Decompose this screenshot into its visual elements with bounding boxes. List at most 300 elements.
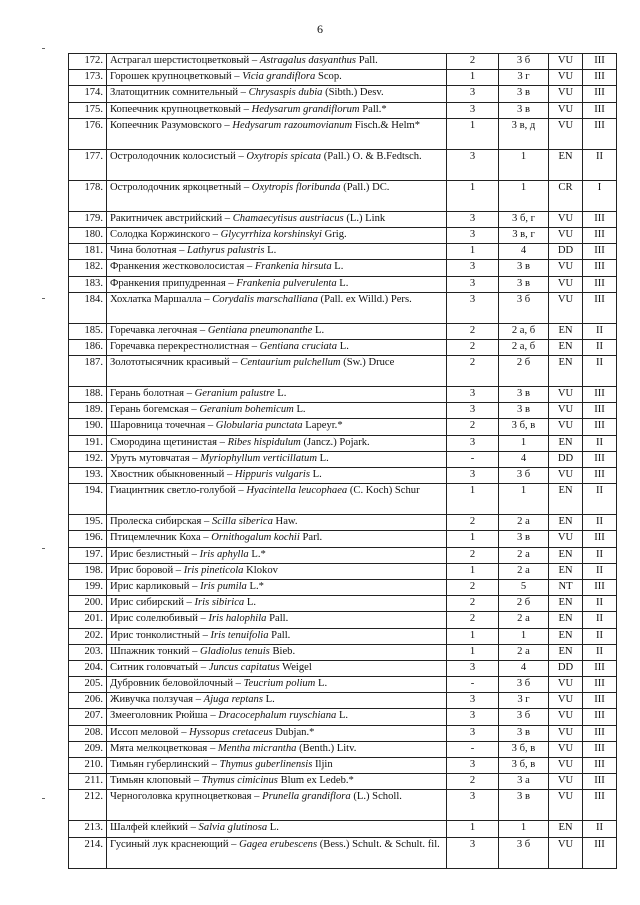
species-author: L. — [318, 678, 328, 690]
protection-category: III — [583, 451, 617, 467]
name-separator: – — [238, 87, 249, 99]
species-cell — [107, 741, 447, 757]
species-latin-name: Chrysaspis dubia — [248, 87, 323, 99]
species-author: (Pall.) O. & B.Fedtsch. — [323, 150, 422, 162]
table-row — [69, 821, 617, 837]
species-latin-name: Oxytropis floribunda — [251, 181, 341, 193]
row-number: 187. — [69, 356, 107, 387]
table-row — [69, 515, 617, 531]
category-code: 1 — [447, 531, 499, 547]
category-code: 1 — [447, 628, 499, 644]
iucn-category: VU — [549, 260, 583, 276]
species-russian-name: Ракитничек австрийский — [110, 212, 223, 224]
status-criteria: 2 а — [499, 612, 549, 628]
species-latin-name: Thymus cimicinus — [201, 775, 278, 787]
species-author: Scop. — [317, 71, 342, 83]
status-criteria: 3 в — [499, 102, 549, 118]
protection-category: II — [583, 644, 617, 660]
protection-category: III — [583, 260, 617, 276]
species-latin-name: Geranium bohemicum — [199, 404, 294, 416]
species-author: Pall. — [269, 613, 289, 625]
species-latin-name: Ribes hispidulum — [227, 436, 301, 448]
category-code: 2 — [447, 774, 499, 790]
category-code: 1 — [447, 484, 499, 515]
protection-category: III — [583, 741, 617, 757]
species-author: L. — [338, 710, 349, 722]
table-row — [69, 468, 617, 484]
category-code: 1 — [447, 644, 499, 660]
species-latin-name: Geranium palustre — [194, 388, 275, 400]
table-row — [69, 260, 617, 276]
status-criteria: 3 б, г — [499, 211, 549, 227]
species-russian-name: Уруть мутовчатая — [110, 452, 190, 464]
species-cell — [107, 435, 447, 451]
species-cell — [107, 579, 447, 595]
species-cell — [107, 531, 447, 547]
species-russian-name: Тимьян губерлинский — [110, 759, 210, 770]
iucn-category: VU — [549, 387, 583, 403]
name-separator: – — [240, 103, 252, 115]
iucn-category: EN — [549, 821, 583, 837]
iucn-category: VU — [549, 758, 583, 774]
iucn-category: EN — [549, 435, 583, 451]
name-separator: – — [229, 357, 241, 369]
row-number: 199. — [69, 579, 107, 595]
species-cell — [107, 837, 447, 868]
table-row — [69, 563, 617, 579]
species-author: L. — [246, 597, 257, 609]
category-code: 2 — [447, 579, 499, 595]
species-cell — [107, 276, 447, 292]
iucn-category: VU — [549, 211, 583, 227]
species-russian-name: Ирис безлистный — [110, 548, 189, 560]
species-author: L. — [339, 277, 349, 289]
species-russian-name: Франкения жестковолосистая — [110, 261, 245, 273]
species-author: (Pall.) DC. — [343, 181, 390, 193]
species-author: L. — [314, 324, 325, 336]
category-code: 3 — [447, 660, 499, 676]
species-cell — [107, 149, 447, 180]
name-separator: – — [221, 119, 233, 131]
row-number: 180. — [69, 227, 107, 243]
species-cell — [107, 323, 447, 339]
protection-category: III — [583, 790, 617, 821]
species-author: L. — [269, 822, 279, 834]
status-criteria: 2 а, б — [499, 339, 549, 355]
species-russian-name: Мята мелкоцветковая — [110, 742, 208, 754]
iucn-category: DD — [549, 451, 583, 467]
protection-category: III — [583, 276, 617, 292]
species-cell — [107, 356, 447, 387]
iucn-category: VU — [549, 741, 583, 757]
protection-category: III — [583, 387, 617, 403]
protection-category: III — [583, 227, 617, 243]
species-russian-name: Остролодочник яркоцветный — [110, 181, 242, 193]
row-number: 208. — [69, 725, 107, 741]
iucn-category: EN — [549, 356, 583, 387]
protection-category: II — [583, 323, 617, 339]
species-author: (C. Koch) Schur — [349, 485, 420, 497]
status-criteria: 3 г — [499, 70, 549, 86]
species-latin-name: Iris pineticola — [183, 564, 244, 576]
species-author: (L.) Link — [346, 212, 386, 224]
category-code: 3 — [447, 211, 499, 227]
protection-category: III — [583, 579, 617, 595]
species-author: Haw. — [275, 516, 298, 528]
name-separator: – — [209, 759, 220, 770]
category-code: 2 — [447, 54, 499, 70]
row-number: 194. — [69, 484, 107, 515]
protection-category: II — [583, 435, 617, 451]
species-latin-name: Gladiolus tenuis — [200, 645, 270, 657]
status-criteria: 1 — [499, 180, 549, 211]
table-row — [69, 596, 617, 612]
name-separator: – — [176, 245, 188, 257]
table-row — [69, 244, 617, 260]
margin-mark — [42, 798, 45, 799]
name-separator: – — [233, 678, 244, 690]
status-criteria: 2 б — [499, 356, 549, 387]
status-criteria: 3 б, в — [499, 419, 549, 435]
row-number: 200. — [69, 596, 107, 612]
species-author: L. — [312, 469, 322, 480]
iucn-category: VU — [549, 403, 583, 419]
protection-category: II — [583, 149, 617, 180]
species-author: Dubjan.* — [275, 726, 315, 738]
category-code: 2 — [447, 547, 499, 563]
table-row — [69, 180, 617, 211]
species-russian-name: Астрагал шерстистоцветковый — [110, 55, 250, 66]
category-code: 3 — [447, 837, 499, 868]
row-number: 189. — [69, 403, 107, 419]
table-row — [69, 677, 617, 693]
species-author: Grig. — [324, 228, 347, 240]
protection-category: III — [583, 468, 617, 484]
protection-category: III — [583, 677, 617, 693]
margin-mark — [42, 548, 45, 549]
name-separator: – — [231, 71, 243, 83]
protection-category: III — [583, 86, 617, 102]
name-separator: – — [193, 694, 204, 706]
table-row — [69, 725, 617, 741]
name-separator: – — [197, 324, 208, 336]
row-number: 173. — [69, 70, 107, 86]
iucn-category: NT — [549, 579, 583, 595]
species-author: Pall. — [358, 55, 378, 66]
species-latin-name: Iris tenuifolia — [210, 629, 269, 641]
status-criteria: 3 в — [499, 725, 549, 741]
protection-category: III — [583, 709, 617, 725]
species-table-wrapper — [68, 53, 617, 869]
species-latin-name: Chamaecytisus austriacus — [232, 212, 344, 224]
status-criteria: 3 б, в — [499, 741, 549, 757]
row-number: 203. — [69, 644, 107, 660]
name-separator: – — [201, 293, 213, 305]
table-row — [69, 741, 617, 757]
status-criteria: 2 а — [499, 547, 549, 563]
iucn-category: EN — [549, 515, 583, 531]
protection-category: III — [583, 419, 617, 435]
category-code: 1 — [447, 563, 499, 579]
row-number: 181. — [69, 244, 107, 260]
status-criteria: 2 б — [499, 596, 549, 612]
category-code: 2 — [447, 515, 499, 531]
table-row — [69, 612, 617, 628]
iucn-category: EN — [549, 628, 583, 644]
status-criteria: 3 в — [499, 387, 549, 403]
status-criteria: 4 — [499, 451, 549, 467]
species-russian-name: Золототысячник красивый — [110, 357, 230, 369]
name-separator: – — [184, 388, 195, 400]
species-russian-name: Хохлатка Маршалла — [110, 293, 202, 305]
category-code: 3 — [447, 276, 499, 292]
margin-mark — [42, 298, 45, 299]
protection-category: II — [583, 484, 617, 515]
status-criteria: 3 а — [499, 774, 549, 790]
row-number: 186. — [69, 339, 107, 355]
species-russian-name: Остролодочник колосистый — [110, 150, 236, 162]
status-criteria: 3 б — [499, 292, 549, 323]
protection-category: III — [583, 211, 617, 227]
species-latin-name: Scilla siberica — [211, 516, 273, 528]
name-separator: – — [200, 532, 212, 544]
species-cell — [107, 725, 447, 741]
status-criteria: 1 — [499, 149, 549, 180]
name-separator: – — [249, 55, 260, 66]
table-row — [69, 227, 617, 243]
species-cell — [107, 86, 447, 102]
row-number: 201. — [69, 612, 107, 628]
species-latin-name: Frankenia pulverulenta — [236, 277, 337, 289]
table-row — [69, 709, 617, 725]
iucn-category: VU — [549, 790, 583, 821]
status-criteria: 4 — [499, 244, 549, 260]
species-cell — [107, 596, 447, 612]
species-latin-name: Teucrium polium — [243, 678, 316, 690]
category-code: 3 — [447, 693, 499, 709]
species-author: L. — [334, 261, 344, 273]
protection-category: II — [583, 596, 617, 612]
protection-category: III — [583, 837, 617, 868]
species-cell — [107, 547, 447, 563]
species-latin-name: Iris aphylla — [199, 548, 249, 560]
name-separator: – — [191, 775, 202, 787]
status-criteria: 3 б, в — [499, 758, 549, 774]
name-separator: – — [224, 469, 235, 480]
status-criteria: 3 в, г — [499, 227, 549, 243]
iucn-category: EN — [549, 323, 583, 339]
row-number: 202. — [69, 628, 107, 644]
species-author: L. — [267, 245, 277, 257]
iucn-category: EN — [549, 547, 583, 563]
category-code: 1 — [447, 244, 499, 260]
iucn-category: VU — [549, 774, 583, 790]
protection-category: III — [583, 725, 617, 741]
species-russian-name: Горечавка перекрестнолистная — [110, 340, 250, 352]
species-russian-name: Змееголовник Рюйша — [110, 710, 208, 722]
table-row — [69, 644, 617, 660]
row-number: 213. — [69, 821, 107, 837]
category-code: - — [447, 451, 499, 467]
table-row — [69, 451, 617, 467]
species-latin-name: Gentiana cruciata — [259, 340, 338, 352]
species-cell — [107, 118, 447, 149]
status-criteria: 3 б — [499, 837, 549, 868]
status-criteria: 3 в — [499, 790, 549, 821]
category-code: 3 — [447, 790, 499, 821]
species-latin-name: Thymus guberlinensis — [219, 759, 313, 770]
species-russian-name: Гусиный лук краснеющий — [110, 838, 229, 850]
species-author: Pall. — [271, 629, 291, 641]
species-latin-name: Hedysarum grandiflorum — [251, 103, 360, 115]
name-separator: – — [189, 452, 201, 464]
table-row — [69, 484, 617, 515]
protection-category: III — [583, 244, 617, 260]
status-criteria: 3 б — [499, 54, 549, 70]
species-latin-name: Centaurium pulchellum — [240, 357, 341, 369]
name-separator: – — [216, 436, 228, 448]
row-number: 214. — [69, 837, 107, 868]
species-author: Weigel — [282, 661, 312, 673]
species-cell — [107, 612, 447, 628]
species-latin-name: Frankenia hirsuta — [254, 261, 332, 273]
status-criteria: 4 — [499, 660, 549, 676]
status-criteria: 3 в — [499, 86, 549, 102]
iucn-category: DD — [549, 660, 583, 676]
species-russian-name: Дубровник беловойлочный — [110, 678, 234, 690]
species-latin-name: Gentiana pneumonanthe — [207, 324, 313, 336]
species-latin-name: Vicia grandiflora — [242, 71, 316, 83]
row-number: 206. — [69, 693, 107, 709]
status-criteria: 5 — [499, 579, 549, 595]
species-author: (Pall. ex Willd.) Pers. — [320, 293, 412, 305]
species-latin-name: Globularia punctata — [215, 420, 303, 432]
status-criteria: 2 а — [499, 515, 549, 531]
name-separator: – — [210, 228, 221, 240]
category-code: 2 — [447, 339, 499, 355]
category-code: 3 — [447, 102, 499, 118]
protection-category: II — [583, 612, 617, 628]
protection-category: II — [583, 356, 617, 387]
protection-category: III — [583, 758, 617, 774]
table-row — [69, 86, 617, 102]
species-russian-name: Горошек крупноцветковый — [110, 71, 232, 83]
name-separator: – — [207, 710, 219, 722]
name-separator: – — [197, 613, 209, 625]
iucn-category: EN — [549, 339, 583, 355]
status-criteria: 3 в — [499, 276, 549, 292]
table-row — [69, 790, 617, 821]
species-latin-name: Lathyrus palustris — [187, 245, 265, 257]
table-row — [69, 435, 617, 451]
iucn-category: DD — [549, 244, 583, 260]
row-number: 197. — [69, 547, 107, 563]
species-author: (Benth.) Litv. — [299, 742, 357, 754]
species-cell — [107, 54, 447, 70]
species-russian-name: Тимьян клоповый — [110, 775, 192, 787]
protection-category: III — [583, 54, 617, 70]
species-cell — [107, 403, 447, 419]
iucn-category: EN — [549, 484, 583, 515]
species-table-body — [69, 54, 617, 869]
species-author: L.* — [251, 548, 266, 560]
status-criteria: 3 г — [499, 693, 549, 709]
species-latin-name: Myriophyllum verticillatum — [200, 452, 318, 464]
row-number: 179. — [69, 211, 107, 227]
species-russian-name: Солодка Коржинского — [110, 228, 211, 240]
iucn-category: CR — [549, 180, 583, 211]
species-russian-name: Шаровница точечная — [110, 420, 206, 432]
species-russian-name: Шпажник тонкий — [110, 645, 190, 657]
category-code: 3 — [447, 468, 499, 484]
species-author: Blum ex Ledeb.* — [280, 775, 354, 787]
category-code: 1 — [447, 180, 499, 211]
iucn-category: EN — [549, 563, 583, 579]
iucn-category: VU — [549, 227, 583, 243]
row-number: 184. — [69, 292, 107, 323]
table-row — [69, 356, 617, 387]
status-criteria: 2 а — [499, 563, 549, 579]
species-author: L. — [265, 694, 275, 706]
species-russian-name: Ирис тонколистный — [110, 629, 200, 641]
species-author: L.* — [249, 580, 264, 592]
table-row — [69, 758, 617, 774]
row-number: 183. — [69, 276, 107, 292]
name-separator: – — [188, 404, 200, 416]
protection-category: III — [583, 403, 617, 419]
species-russian-name: Иссоп меловой — [110, 726, 179, 738]
row-number: 204. — [69, 660, 107, 676]
species-russian-name: Ирис сибирский — [110, 597, 184, 609]
iucn-category: VU — [549, 54, 583, 70]
species-russian-name: Копеечник Разумовского — [110, 119, 222, 131]
table-row — [69, 693, 617, 709]
species-author: (Sibth.) Desv. — [325, 87, 384, 99]
species-cell — [107, 468, 447, 484]
species-latin-name: Prunella grandiflora — [262, 791, 351, 803]
iucn-category: VU — [549, 118, 583, 149]
species-cell — [107, 387, 447, 403]
species-author: L. — [296, 404, 306, 416]
margin-mark — [42, 48, 45, 49]
table-row — [69, 118, 617, 149]
status-criteria: 3 б — [499, 709, 549, 725]
protection-category: II — [583, 515, 617, 531]
name-separator: – — [251, 791, 263, 803]
species-author: (Jancz.) Pojark. — [303, 436, 370, 448]
name-separator: – — [198, 661, 209, 673]
category-code: - — [447, 741, 499, 757]
name-separator: – — [235, 485, 247, 497]
name-separator: – — [225, 277, 237, 289]
species-cell — [107, 260, 447, 276]
species-table — [68, 53, 617, 869]
table-row — [69, 628, 617, 644]
row-number: 207. — [69, 709, 107, 725]
name-separator: – — [235, 150, 247, 162]
iucn-category: EN — [549, 596, 583, 612]
species-russian-name: Герань болотная — [110, 388, 185, 400]
status-criteria: 3 в, д — [499, 118, 549, 149]
row-number: 188. — [69, 387, 107, 403]
species-author: (L.) Scholl. — [353, 791, 402, 803]
species-cell — [107, 484, 447, 515]
protection-category: I — [583, 180, 617, 211]
species-russian-name: Франкения припудренная — [110, 277, 226, 289]
status-criteria: 1 — [499, 484, 549, 515]
row-number: 209. — [69, 741, 107, 757]
name-separator: – — [183, 597, 195, 609]
